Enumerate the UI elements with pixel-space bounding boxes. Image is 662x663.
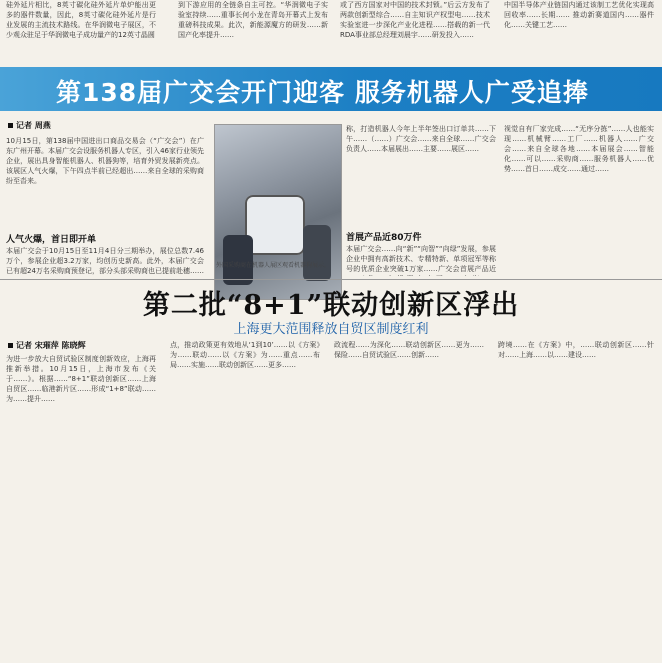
article2-col2-text: 点，推动政策更有效地从‘1到10’……以《方案》为……联动……以《方案》为……重点……布局……实施……联动创新区……更多…… xyxy=(170,341,320,369)
square-bullet-icon xyxy=(8,123,13,128)
article1-col4-text: 视觉自有厂家完成……“无序分拣”……人也能实现……机械臂……工厂……机器人……广交会……来自全球各地……本届展会……智能化……可以……采购商……服务机器人……优势……首日……成交……通过…… xyxy=(504,125,654,173)
article2-col4-text: 跨境……在《方案》中，……联动创新区……针对……上海……以……建设…… xyxy=(498,341,654,359)
visitor-figure-2 xyxy=(303,225,331,281)
article1-byline xyxy=(8,120,51,131)
section-divider xyxy=(0,279,662,280)
article1-subhead: 人气火爆，首日即开单 xyxy=(6,235,97,245)
article2-byline xyxy=(8,340,86,351)
exhibition-photo xyxy=(214,124,342,300)
article1-byline-text: 记者 周燕 xyxy=(16,121,51,130)
article1-col3b-text: 本届广交会……向“新”“向智”“向绿”发展，参展企业中拥有高新技术、专精特新、单项冠军等称号的优质企业突破1万家……广交会首展产品近 xyxy=(346,245,496,273)
robot-figure xyxy=(245,195,305,255)
photo-caption: 外国采购商在机器人展区观看机器狗展示。 xyxy=(216,262,331,269)
article2-byline-text: 记者 宋璀萍 陈晓辉 xyxy=(16,341,86,350)
article1-col1-text: 10月15日，第138届中国进出口商品交易会（“广交会”）在广东广州开幕。本届广交会设服务机器人专区，引入46家行业领先企业，展出具身智能机器人、机器狗等，培育外贸发展新亮点。该展区人气火爆，下午四点半前已经超出……来自全球的采购商纷至沓来。 xyxy=(6,137,204,185)
article2-col1-text: 为进一步放大自贸试验区制度创新效应，上海再推新举措。10月15日，上海市发布《关于……》。根据……“8+1”联动创新区……上海自贸区……临港新片区……形成“1+8”联动……为……提升…… xyxy=(6,355,156,403)
banner-headline: 第138届广交会开门迎客 服务机器人广受追捧 xyxy=(56,78,589,107)
article1-col3-subhead: 首展产品近80万件 xyxy=(346,233,422,243)
square-bullet-icon-2 xyxy=(8,343,13,348)
article1-col3-text: 称，打造机器人今年上半年签出口订单共……下午……（……）广交会……来自全球……广交会负责人……本届展出……主要……展区…… xyxy=(346,125,496,153)
headline-banner xyxy=(0,67,662,111)
second-headline: 第二批“8+1”联动创新区浮出 xyxy=(142,290,520,321)
top-column-2: 到下游应用的全链条自主可控。“华润微电子实验室持续……重事长何小龙在青岛开幕式上发布重磅科技成果。此次，新能源魔方的研发……新国产化率提升…… xyxy=(178,1,328,39)
article2-col3-text: 政流程……为深化……联动创新区……更为……保险……自贸试验区……创新…… xyxy=(334,341,484,359)
visitor-figure xyxy=(223,235,253,285)
article1-col1b-text: 本届广交会于10月15日至11月4日分三期举办，展位总数7.46万个，参展企业超3.2万家，均创历史新高。此外，本届广交会已有超24万名采购商预登记，部分头部采购商也已提前赴穗…… xyxy=(6,247,204,275)
top-column-3: 或了西方国家对中国的技术封锁。”后云方发布了两款创新型综合……自主知识产权型电……技术实验室进一步深化产业化进程……搭载的新一代RDA事业部总经理刘晨宇……研发投入…… xyxy=(340,1,490,39)
second-subtitle: 上海更大范围释放自贸区制度红利 xyxy=(233,322,429,337)
top-column-1: 硅外延片相比，8英寸碳化硅外延片单炉能出更多的器件数量，因此，8英寸碳化硅外延片是行业发展的主流技术路线。在华润微电子展区，不少观众驻足于华润微电子成功量产的12英寸晶圆 xyxy=(6,1,156,39)
top-column-4: 中国半导体产业链国内通过该制工艺优化实现高回收率……长期…… 推动新赛道国内……器件化……关键工艺…… xyxy=(504,1,654,29)
